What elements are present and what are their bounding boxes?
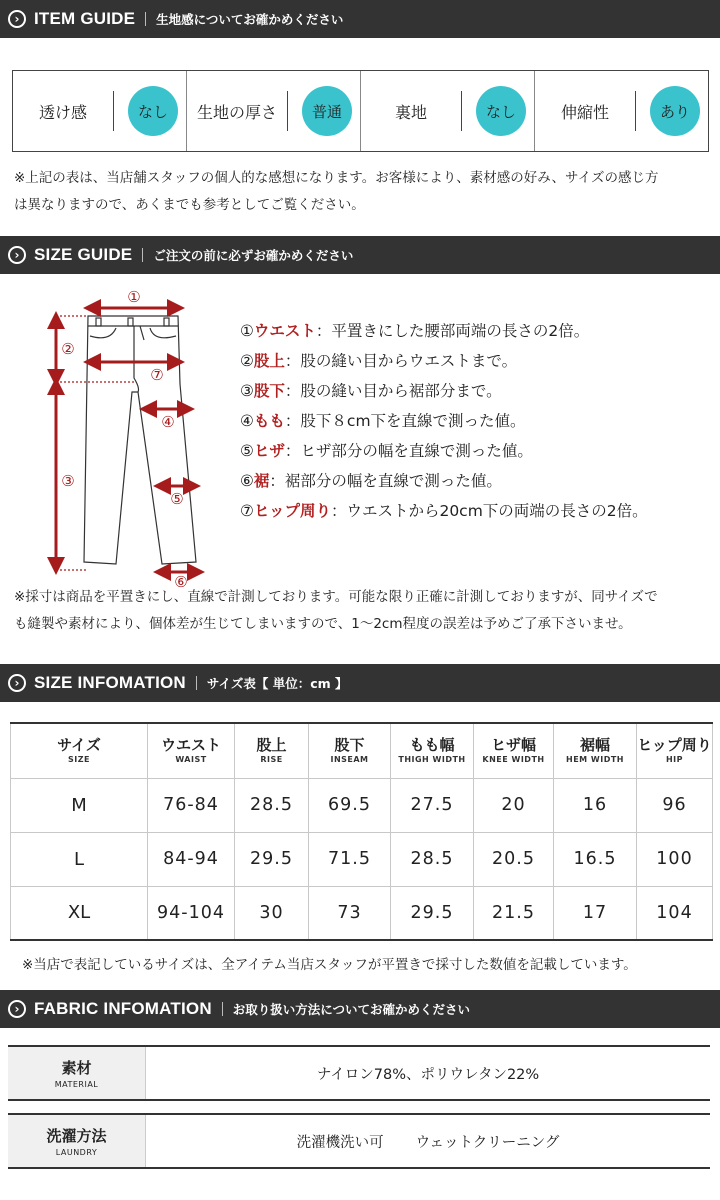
list-item: ②股上：股の縫い目からウエストまで。 [240, 352, 518, 370]
diagram-num: ② [61, 340, 75, 358]
section-title: SIZE GUIDE [34, 245, 133, 264]
table-header: 股上 RISE [235, 723, 309, 778]
list-item: ⑤ヒザ：ヒザ部分の幅を直線で測った値。 [240, 442, 533, 460]
pants-diagram [40, 282, 220, 592]
fabric-key: 洗濯方法 [46, 1127, 107, 1145]
item-guide-label: 生地の厚さ [196, 102, 277, 122]
item-guide-label: 伸縮性 [560, 102, 609, 122]
item-guide-badge: あり [650, 86, 700, 136]
size-guide-note: ※採寸は商品を平置きにし、直線で計測しております。可能な限り正確に計測しておりますが、同サイズで も縫製や素材により、個体差が生じてしまいますので、1〜2cm程度の誤差は予めご了承下さいませ。 [14, 589, 658, 632]
diagram-num: ③ [61, 472, 75, 490]
fabric-key-en: LAUNDRY [55, 1148, 98, 1157]
table-row: L 84-94 29.5 71.5 28.5 20.5 16.5 100 [11, 832, 713, 886]
fabric-value: 洗濯機洗い可 ウェットクリーニング [296, 1134, 560, 1151]
fabric-material-row [8, 1045, 710, 1101]
size-guide-header [0, 236, 720, 274]
size-guide-list [240, 316, 648, 526]
section-title: SIZE INFOMATION [34, 673, 186, 692]
item-guide-badge: なし [128, 86, 178, 136]
table-header: ウエスト WAIST [148, 723, 235, 778]
table-header: 股下 INSEAM [309, 723, 391, 778]
fabric-laundry-row [8, 1113, 710, 1169]
pants-outline [84, 316, 196, 564]
list-item: ①ウエスト：平置きにした腰部両端の長さの2倍。 [240, 322, 590, 340]
item-guide-cell [361, 71, 535, 151]
section-subtitle: サイズ表【 単位：cm 】 [206, 676, 348, 691]
table-header-row [11, 723, 713, 778]
diagram-num: ⑦ [150, 366, 164, 384]
size-info-header [0, 664, 720, 702]
diagram-num: ⑤ [170, 490, 184, 508]
fabric-key: 素材 [61, 1059, 92, 1077]
list-item: ⑥裾：裾部分の幅を直線で測った値。 [240, 472, 502, 490]
chevron-right-icon: › [8, 10, 26, 28]
item-guide-note: ※上記の表は、当店舗スタッフの個人的な感想になります。お客様により、素材感の好み、サイズの感じ方 は異なりますので、あくまでも参考としてご覧ください。 [14, 170, 659, 213]
diagram-num: ④ [161, 413, 175, 431]
table-header: ヒザ幅 KNEE WIDTH [474, 723, 554, 778]
section-title: ITEM GUIDE [34, 9, 136, 28]
item-guide-badge: 普通 [302, 86, 352, 136]
size-table [10, 722, 713, 941]
item-guide-label: 裏地 [394, 102, 427, 122]
item-guide-header [0, 0, 720, 38]
section-title: FABRIC INFOMATION [34, 999, 212, 1018]
item-guide-cell [13, 71, 187, 151]
list-item: ④もも：股下８cm下を直線で測った値。 [240, 412, 526, 430]
chevron-right-icon: › [8, 246, 26, 264]
size-table-note: ※当店で表記しているサイズは、全アイテム当店スタッフが平置きで採寸した数値を記載しています。 [22, 957, 637, 973]
diagram-num: ⑥ [174, 573, 188, 591]
list-item: ⑦ヒップ周り：ウエストから20cm下の両端の長さの2倍。 [240, 502, 648, 520]
item-guide-cell [187, 71, 361, 151]
chevron-right-icon: › [8, 1000, 26, 1018]
list-item: ③股下：股の縫い目から裾部分まで。 [240, 382, 502, 400]
table-header: サイズ SIZE [11, 723, 148, 778]
item-guide-table [12, 70, 709, 152]
item-guide-badge: なし [476, 86, 526, 136]
table-row: XL 94-104 30 73 29.5 21.5 17 104 [11, 886, 713, 940]
item-guide-cell [535, 71, 708, 151]
table-header: 裾幅 HEM WIDTH [554, 723, 637, 778]
item-guide-label: 透け感 [38, 102, 87, 122]
table-row: M 76-84 28.5 69.5 27.5 20 16 96 [11, 778, 713, 832]
fabric-info-header [0, 990, 720, 1028]
fabric-value: ナイロン78%、ポリウレタン22% [316, 1066, 540, 1083]
section-subtitle: 生地感についてお確かめください [156, 12, 344, 27]
section-subtitle: ご注文の前に必ずお確かめください [153, 248, 354, 263]
table-header: もも幅 THIGH WIDTH [391, 723, 474, 778]
table-header: ヒップ周り HIP [637, 723, 713, 778]
fabric-key-en: MATERIAL [54, 1080, 99, 1089]
diagram-num: ① [127, 288, 141, 306]
section-subtitle: お取り扱い方法についてお確かめください [232, 1002, 471, 1017]
chevron-right-icon: › [8, 674, 26, 692]
